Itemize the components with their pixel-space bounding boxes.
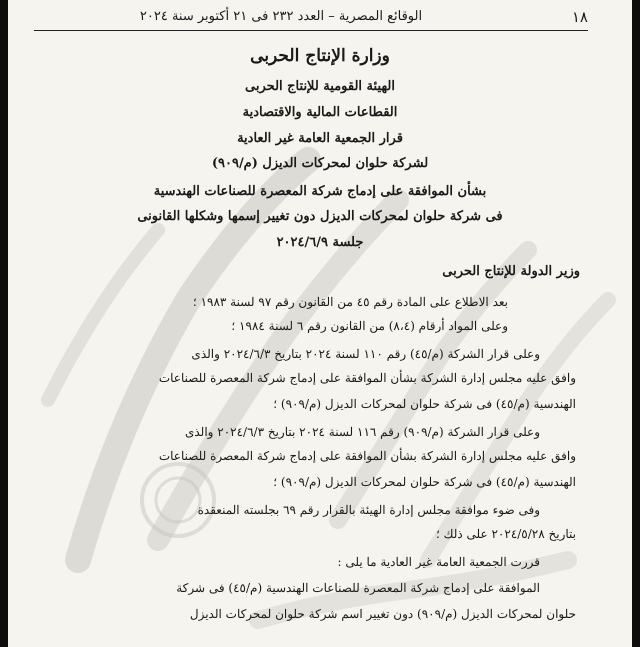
body-line: حلوان لمحركات الديزل (م/٩٠٩) دون تغيير اسم شركة حلوان لمحركات الديزل <box>189 607 576 621</box>
body-line: وافق عليه مجلس إدارة الشركة بشأن الموافقة على إدماج شركة المعصرة للصناعات <box>158 449 576 463</box>
body-line: الهندسية (م/٤٥) فى شركة حلوان لمحركات الديزل (م/٩٠٩) ؛ <box>273 475 576 489</box>
body-line: بتاريخ ٢٠٢٤/٥/٢٨ على ذلك ؛ <box>435 527 576 541</box>
minister-heading: وزير الدولة للإنتاج الحربى <box>442 264 580 279</box>
body-line: الهندسية (م/٤٥) فى شركة حلوان لمحركات الديزل (م/٩٠٩) ؛ <box>273 397 576 411</box>
body-line: وعلى قرار الشركة (م/٩٠٩) رقم ١١٦ لسنة ٢٠٢٤ بتاريخ ٢٠٢٤/٦/٣ والذى <box>184 425 540 439</box>
ministry-title: وزارة الإنتاج الحربى <box>250 46 390 66</box>
body-line: وفى ضوء موافقة مجلس إدارة الهيئة بالقرار رقم ٦٩ بجلسته المنعقدة <box>197 503 540 517</box>
body-line: بعد الاطلاع على المادة رقم ٤٥ من القانون رقم ٩٧ لسنة ١٩٨٣ ؛ <box>192 295 508 309</box>
sector-name: القطاعات المالية والاقتصادية <box>242 105 398 120</box>
page-number: ١٨ <box>571 8 588 26</box>
body-line: قررت الجمعية العامة غير العادية ما يلى : <box>337 555 540 569</box>
decision-title: قرار الجمعية العامة غير العادية <box>237 131 403 146</box>
body-line: الموافقة على إدماج شركة المعصرة للصناعات الهندسية (م/٤٥) فى شركة <box>176 581 540 595</box>
authority-name: الهيئة القومية للإنتاج الحربى <box>245 79 395 94</box>
company-name: لشركة حلوان لمحركات الديزل (م/٩٠٩) <box>211 156 429 171</box>
body-line: وافق عليه مجلس إدارة الشركة بشأن الموافقة على إدماج شركة المعصرة للصناعات <box>158 371 576 385</box>
gazette-header <box>34 4 588 31</box>
gazette-issue-line: الوقائع المصرية – العدد ٢٣٢ فى ٢١ أكتوبر سنة ٢٠٢٤ <box>139 9 423 24</box>
subject-line-2: فى شركة حلوان لمحركات الديزل دون تغيير إسمها وشكلها القانونى <box>137 209 503 224</box>
body-line: وعلى قرار الشركة (م/٤٥) رقم ١١٠ لسنة ٢٠٢٤ بتاريخ ٢٠٢٤/٦/٣ والذى <box>191 347 540 361</box>
body-line: وعلى المواد أرقام (٨،٤) من القانون رقم ٦ لسنة ١٩٨٤ ؛ <box>231 319 508 333</box>
session-date: جلسة ٢٠٢٤/٦/٩ <box>276 235 364 250</box>
subject-line-1: بشأن الموافقة على إدماج شركة المعصرة للصناعات الهندسية <box>153 184 487 199</box>
gazette-page <box>8 0 632 647</box>
